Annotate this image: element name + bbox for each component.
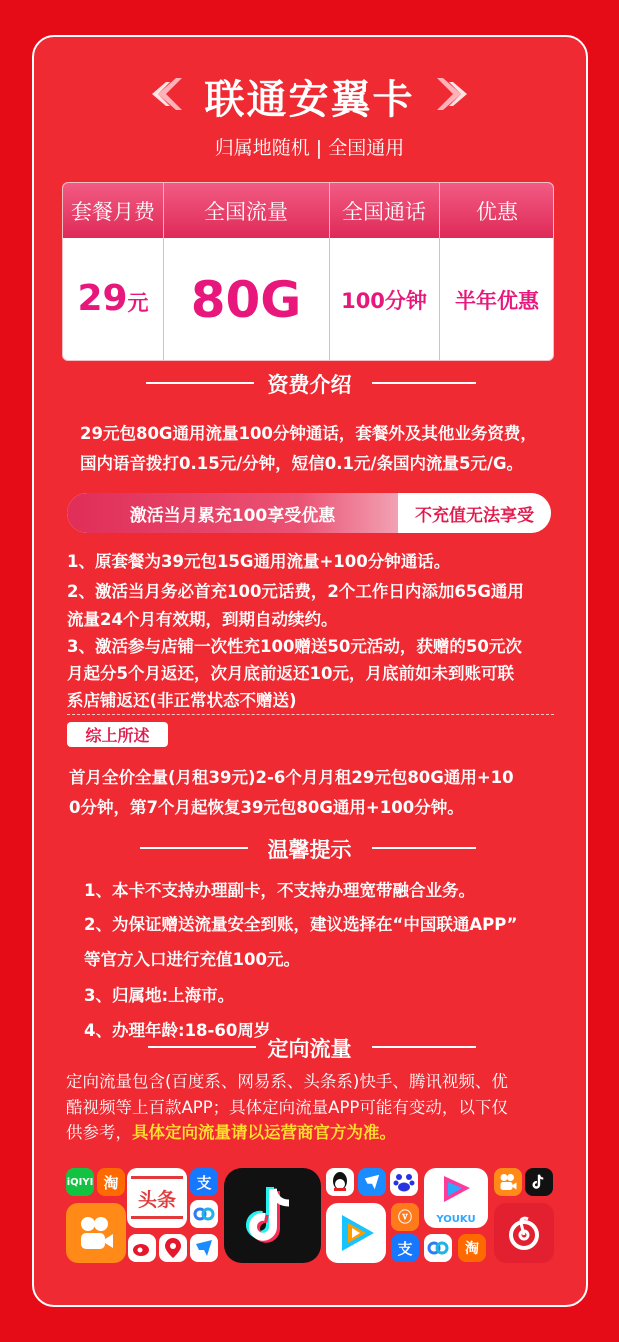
fee-amount: 29 — [77, 278, 128, 319]
summary-line: 首月全价全量(月租39元)2-6个月月租29元包80G通用+10 — [69, 768, 514, 787]
alipay-icon: 支 — [190, 1168, 218, 1196]
tips-section-title: 温馨提示 — [267, 838, 352, 862]
header-voice: 全国通话 — [342, 199, 426, 224]
rule-line: 3、激活参与店铺一次性充100赠送50元活动，获赠的50元次 — [67, 637, 522, 656]
youku-label: YOUKU — [436, 1214, 476, 1225]
header-promo: 优惠 — [476, 199, 518, 224]
dashed-divider — [67, 714, 554, 715]
netease-music-icon — [494, 1203, 554, 1263]
taobao-icon: 淘 — [97, 1168, 125, 1196]
tip-line: 4、办理年龄:18-60周岁 — [84, 1021, 271, 1040]
tencent-video-icon — [326, 1203, 386, 1263]
recharge-banner — [67, 493, 551, 533]
fee-section-title: 资费介绍 — [267, 373, 352, 397]
fee-line: 国内语音拨打0.15元/分钟，短信0.1元/条国内流量5元/G。 — [80, 454, 524, 473]
rule-line: 系店铺返还(非正常状态不赠送) — [67, 691, 297, 710]
plan-table — [62, 182, 554, 361]
directed-highlight: 具体定向流量请以运营商官方为准。 — [132, 1123, 396, 1142]
baidu-icon — [390, 1168, 418, 1196]
map-pin-icon — [159, 1234, 187, 1262]
data-value: 80G — [190, 271, 302, 329]
rule-line: 月起分5个月返还，次月底前返还10元，月底前如未到账可联 — [67, 664, 514, 683]
page-title: 联通安翼卡 — [204, 77, 415, 123]
taobao-icon: 淘 — [458, 1234, 486, 1262]
summary-tag: 综上所述 — [67, 722, 168, 747]
kuaishou-icon — [66, 1203, 126, 1263]
weibo-icon — [128, 1234, 156, 1262]
tip-line: 3、归属地:上海市。 — [84, 986, 235, 1005]
directed-line: 定向流量包含(百度系、网易系、头条系)快手、腾讯视频、优 — [66, 1072, 508, 1091]
promo-value: 半年优惠 — [455, 289, 539, 313]
header-data: 全国流量 — [204, 199, 288, 224]
tip-line: 1、本卡不支持办理副卡，不支持办理宽带融合业务。 — [84, 881, 475, 900]
weishi-icon: ⓥ — [391, 1203, 419, 1231]
tip-line: 等官方入口进行充值100元。 — [84, 950, 300, 969]
dingtalk-icon — [190, 1234, 218, 1262]
page-subtitle: 归属地随机 | 全国通用 — [214, 137, 405, 159]
directed-line — [66, 1119, 396, 1146]
qq-icon — [326, 1168, 354, 1196]
header-monthly-fee: 套餐月费 — [71, 199, 155, 224]
dingtalk-small-icon — [358, 1168, 386, 1196]
toutiao-icon — [127, 1168, 187, 1228]
directed-line: 酷视频等上百款APP；具体定向流量APP可能有变动，以下仅 — [66, 1098, 508, 1117]
youku-icon — [424, 1168, 488, 1228]
iqiyi-icon: iQIYI — [66, 1168, 94, 1196]
baidu-netdisk-icon — [424, 1234, 452, 1262]
toutiao-label: 头条 — [137, 1188, 176, 1211]
douyin-small-icon — [525, 1168, 553, 1196]
summary-line: 0分钟，第7个月起恢复39元包80G通用+100分钟。 — [69, 798, 464, 817]
alipay-icon: 支 — [391, 1234, 419, 1262]
tip-line: 2、为保证赠送流量安全到账，建议选择在“中国联通APP” — [84, 915, 518, 934]
kuaishou-small-icon — [494, 1168, 522, 1196]
fee-line: 29元包80G通用流量100分钟通话，套餐外及其他业务资费， — [80, 424, 537, 443]
directed-note: 供参考， — [66, 1123, 132, 1142]
fee-unit: 元 — [127, 291, 149, 315]
rule-line: 2、激活当月务必首充100元话费，2个工作日内添加65G通用 — [67, 582, 524, 601]
rule-line: 流量24个月有效期，到期自动续约。 — [67, 610, 338, 629]
douyin-icon — [224, 1168, 321, 1263]
monthly-fee-value — [63, 238, 163, 361]
banner-warning: 不充值无法享受 — [398, 493, 551, 533]
baidu-netdisk-icon — [190, 1200, 218, 1228]
voice-value: 100分钟 — [341, 289, 427, 313]
rule-line: 1、原套餐为39元包15G通用流量+100分钟通话。 — [67, 552, 451, 571]
directed-section-title: 定向流量 — [267, 1037, 352, 1061]
banner-condition: 激活当月累充100享受优惠 — [67, 493, 398, 533]
